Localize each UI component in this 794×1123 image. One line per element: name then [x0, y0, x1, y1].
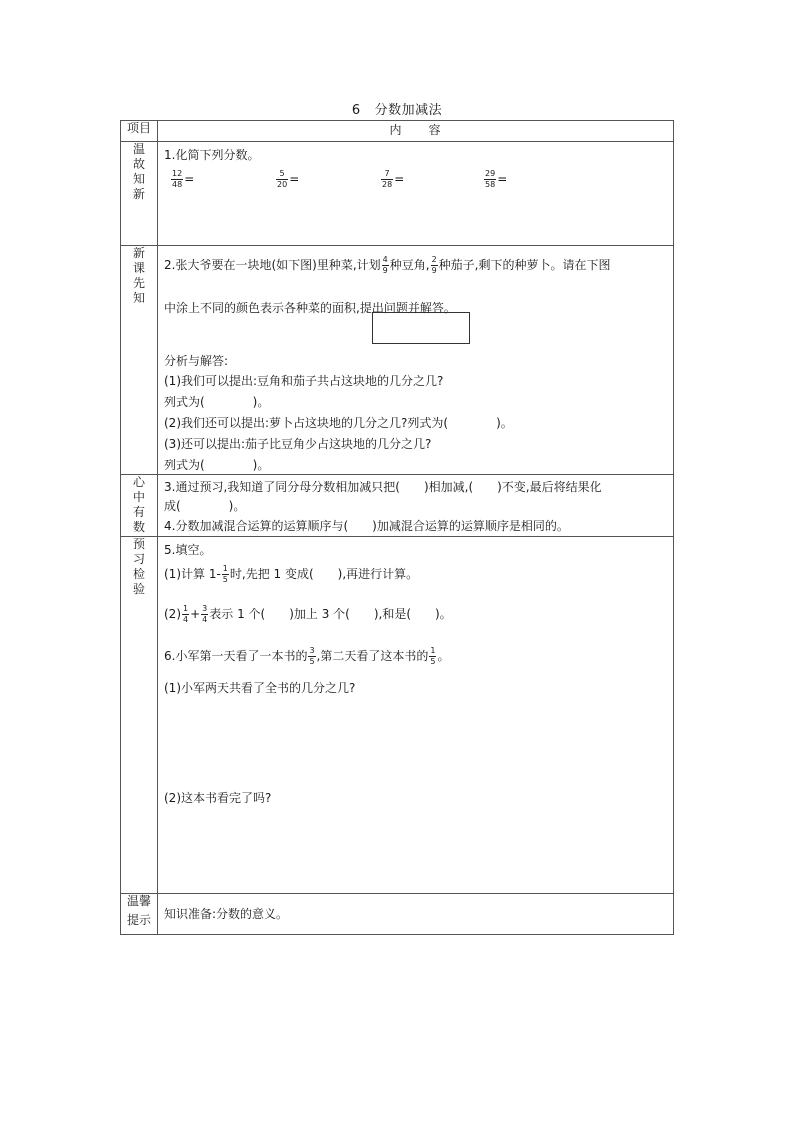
question-1: 1.化简下列分数。: [164, 148, 260, 162]
table-header-row: [121, 121, 674, 142]
tip-content: [158, 894, 674, 935]
header-item: 项目: [121, 121, 158, 142]
tip-text: 知识准备:分数的意义。: [164, 907, 289, 921]
question-5: 5.填空。: [164, 543, 212, 557]
sub-question-3: (3)还可以提出:茄子比豆角少占这块地的几分之几?: [164, 437, 432, 451]
question-6: 6.小军第一天看了一本书的 $\frac{3}{5}$ ,第二天看了这本书的 $\frac{1}{5}$ 。: [164, 646, 450, 666]
question-5-2: (2) $\frac{1}{4}$ + $\frac{3}{4}$ 表示 1 个( )加上 3 个( ),和是( )。: [164, 604, 452, 624]
fraction-item: $\frac{12}{48}$ =: [172, 169, 195, 189]
review-content: [158, 142, 674, 246]
analysis-heading: 分析与解答:: [164, 354, 229, 368]
fraction-item: $\frac{29}{58}$ =: [485, 169, 508, 189]
question-2-line2: 中涂上不同的颜色表示各种菜的面积,提出问题并解答。: [164, 301, 456, 315]
header-content: 内 容: [158, 121, 674, 142]
question-2: 2.张大爷要在一块地(如下图)里种菜,计划 $\frac{4}{9}$ 种豆角, $\frac{2}{9}$ 种茄子,剩下的种萝卜。请在下图: [164, 255, 611, 275]
fraction-item: $\frac{7}{28}$ =: [382, 169, 405, 189]
question-5-1: (1)计算 1- $\frac{1}{5}$ 时,先把 1 变成( ),再进行计算。: [164, 564, 419, 584]
section-preview: [121, 246, 674, 475]
sub-question-1: (1)我们可以提出:豆角和茄子共占这块地的几分之几?: [164, 374, 444, 388]
land-diagram-rectangle: [372, 312, 470, 344]
question-3: 3.通过预习,我知道了同分母分数相加减只把( )相加减,( )不变,最后将结果化: [164, 480, 602, 494]
page-title: [0, 99, 794, 118]
question-3-line2: 成( )。: [164, 499, 246, 513]
label-review: 温 故 知 新: [121, 142, 158, 246]
question-4: 4.分数加减混合运算的运算顺序与( )加减混合运算的运算顺序是相同的。: [164, 519, 569, 533]
section-tip: [121, 894, 674, 935]
label-mind: 心 中 有 数: [121, 475, 158, 537]
section-mind: [121, 475, 674, 537]
formula-1: 列式为( )。: [164, 395, 270, 409]
section-review: [121, 142, 674, 246]
question-6-2: (2)这本书看完了吗?: [164, 791, 272, 805]
label-preview: 新 课 先 知: [121, 246, 158, 475]
question-6-1: (1)小军两天共看了全书的几分之几?: [164, 681, 356, 695]
section-check: [121, 537, 674, 894]
check-content: [158, 537, 674, 894]
lesson-number: 6: [351, 103, 361, 118]
lesson-title: 分数加减法: [374, 103, 443, 118]
formula-3: 列式为( )。: [164, 458, 270, 472]
label-tip: 温馨 提示: [121, 894, 158, 935]
sub-question-2: (2)我们还可以提出:萝卜占这块地的几分之几?列式为( )。: [164, 416, 513, 430]
preview-content: [158, 246, 674, 475]
mind-content: [158, 475, 674, 537]
fraction-item: $\frac{5}{20}$ =: [277, 169, 300, 189]
label-check: 预 习 检 验: [121, 537, 158, 894]
worksheet-table: [120, 120, 674, 935]
